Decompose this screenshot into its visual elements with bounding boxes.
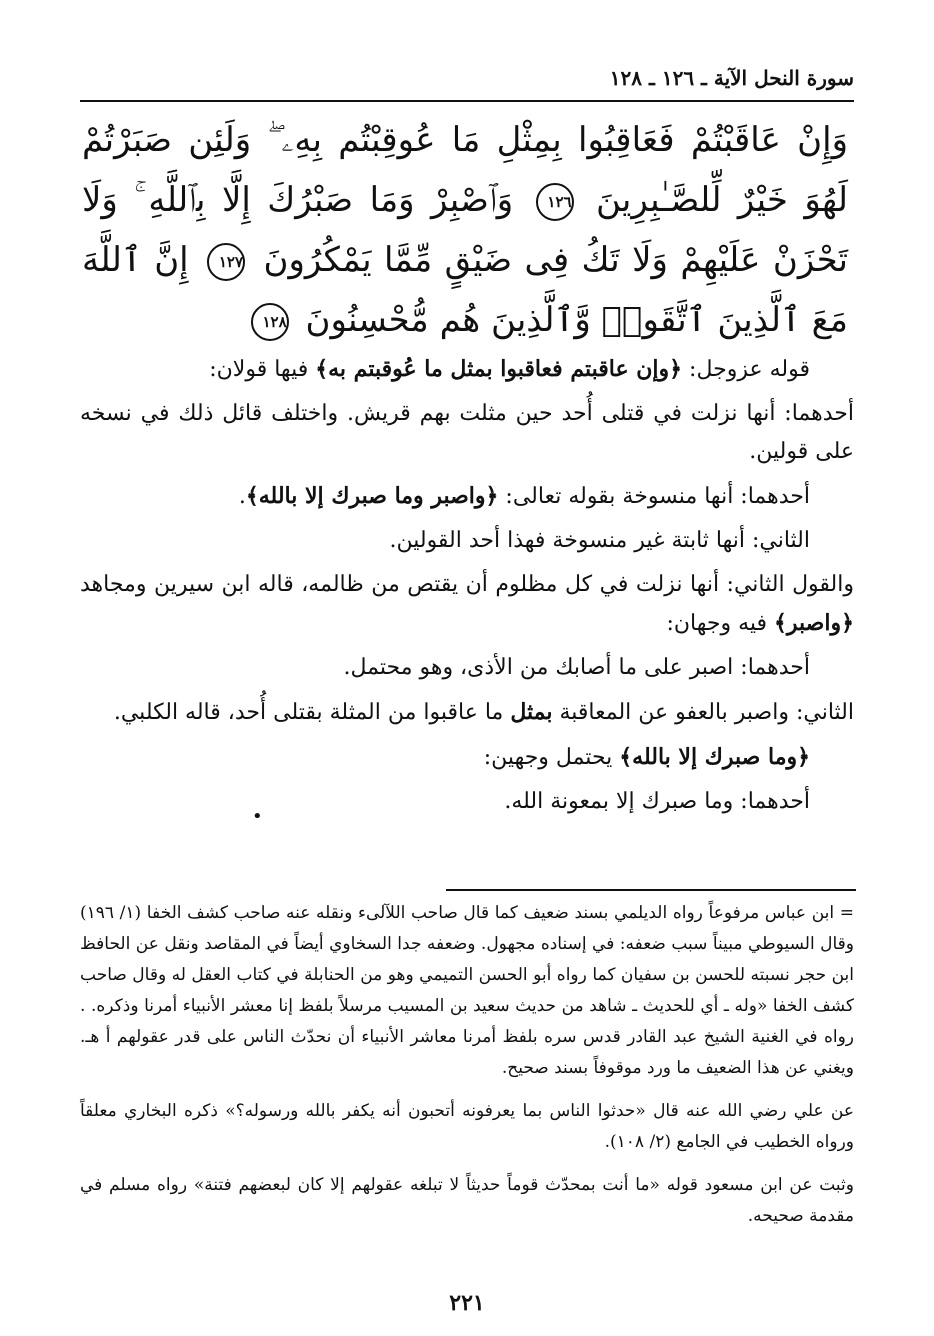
text-run: ما عاقبوا من المثلة بقتلى أُحد، قاله الكلبي. [113, 700, 511, 725]
commentary-body [80, 350, 854, 827]
text-run: الثاني: واصبر بالعفو عن المعاقبة [552, 700, 854, 725]
ayah-number-marker: ١٢٦ [536, 183, 574, 221]
running-header: سورة النحل الآية ـ ١٢٦ ـ ١٢٨ [609, 66, 854, 90]
footnotes-block [80, 898, 854, 1244]
header-divider [80, 100, 854, 102]
quoted-verse: ﴿وما صبرك إلا بالله﴾ [619, 744, 810, 770]
paragraph [80, 738, 854, 777]
stray-dot: • [252, 806, 263, 827]
emphasized-word: بمثل [510, 699, 553, 725]
paragraph: أحدهما: اصبر على ما أصابك من الأذى، وهو محتمل. [343, 655, 810, 680]
ayah-number-marker: ١٢٨ [251, 303, 289, 341]
footnote-divider [446, 889, 856, 891]
ayah-number-marker: ١٢٧ [207, 243, 245, 281]
text-run: قوله عزوجل: [682, 357, 810, 382]
footnote: وثبت عن ابن مسعود قوله «ما أنت بمحدّث قوماً حديثاً لا تبلغه عقولهم إلا كان لبعضهم فتنة» رواه مسلم في مقدمة صحيحه. [80, 1175, 854, 1226]
quoted-verse: ﴿واصبر﴾ [774, 610, 854, 636]
text-run: يحتمل وجهين: [483, 745, 620, 770]
paragraph [80, 566, 854, 643]
footnote: عن علي رضي الله عنه قال «حدثوا الناس بما يعرفونه أتحبون أنه يكفر بالله ورسوله؟» ذكره البخاري معلقاً ورواه الخطيب في الجامع (٢/ ١٠٨). [80, 1101, 854, 1152]
verse-text: وَإِنْ عَاقَبْتُمْ فَعَاقِبُوا بِمِثْلِ مَا عُوقِبْتُم بِهِۦ ۖ وَلَئِن صَبَرْتُمْ لَهُوَ خَيْرٌ لِّلصَّـٰبِرِينَ [82, 120, 848, 220]
paragraph [80, 693, 854, 732]
text-run: . [238, 484, 246, 509]
quoted-verse: ﴿واصبر وما صبرك إلا بالله﴾ [245, 483, 499, 509]
text-run: فيه وجهان: [666, 611, 775, 636]
verse-text: وَٱصْبِرْ وَمَا صَبْرُكَ إِلَّا بِٱللَّهِ ۚ وَلَا تَحْزَنْ عَلَيْهِمْ وَلَا تَكُ فِى ضَيْقٍ مِّمَّا يَمْكُرُونَ [82, 180, 848, 280]
paragraph [80, 350, 854, 389]
text-run: والقول الثاني: أنها نزلت في كل مظلوم أن يقتص من ظالمه، قاله ابن سيرين ومجاهد [80, 572, 854, 597]
text-run: أحدهما: أنها منسوخة بقوله تعالى: [498, 484, 810, 509]
footnote: = ابن عباس مرفوعاً رواه الديلمي بسند ضعيف كما قال صاحب اللآلىء ونقله عنه صاحب كشف الخفا (١/ ١٩٦) وقال السيوطي مبيناً سبب ضعفه: في إسناده مجهول. وضعفه جدا السخاوي أيضاً في المقاصد ونقل عن الحافظ ابن حجر نسبته للحسن بن سفيان كما رواه أبو الحسن التميمي وهو من الحنابلة في كتاب العقل له وقال صاحب كشف الخفا «وله ـ أي للحديث ـ شاهد من حديث سعيد بن المسيب مرسلاً بلفظ إنا معشر الأنبياء أمرنا وذكره. . رواه في الغنية الشيخ عبد القادر قدس سره بلفظ أمرنا معاشر الأنبياء أن نحدّث الناس على قدر عقولهم أ هـ. ويغني عن هذا الضعيف ما ورد موقوفاً بسند صحيح. [80, 903, 855, 1078]
text-run: فيها قولان: [209, 357, 316, 382]
paragraph [80, 477, 854, 516]
page-number: ٢٢١ [449, 1290, 485, 1316]
quran-verses-block [82, 110, 848, 350]
paragraph: أحدهما: أنها نزلت في قتلى أُحد حين مثلت بهم قريش. واختلف قائل ذلك في نسخه على قولين. [80, 401, 854, 464]
verse-text: إِنَّ ٱللَّهَ مَعَ ٱلَّذِينَ ٱتَّقَوا۟ وَّٱلَّذِينَ هُم مُّحْسِنُونَ [82, 240, 848, 340]
paragraph: الثاني: أنها ثابتة غير منسوخة فهذا أحد القولين. [389, 528, 810, 553]
quoted-verse: ﴿وإن عاقبتم فعاقبوا بمثل ما عُوقبتم به﴾ [315, 356, 683, 382]
paragraph: أحدهما: وما صبرك إلا بمعونة الله. [504, 789, 810, 814]
